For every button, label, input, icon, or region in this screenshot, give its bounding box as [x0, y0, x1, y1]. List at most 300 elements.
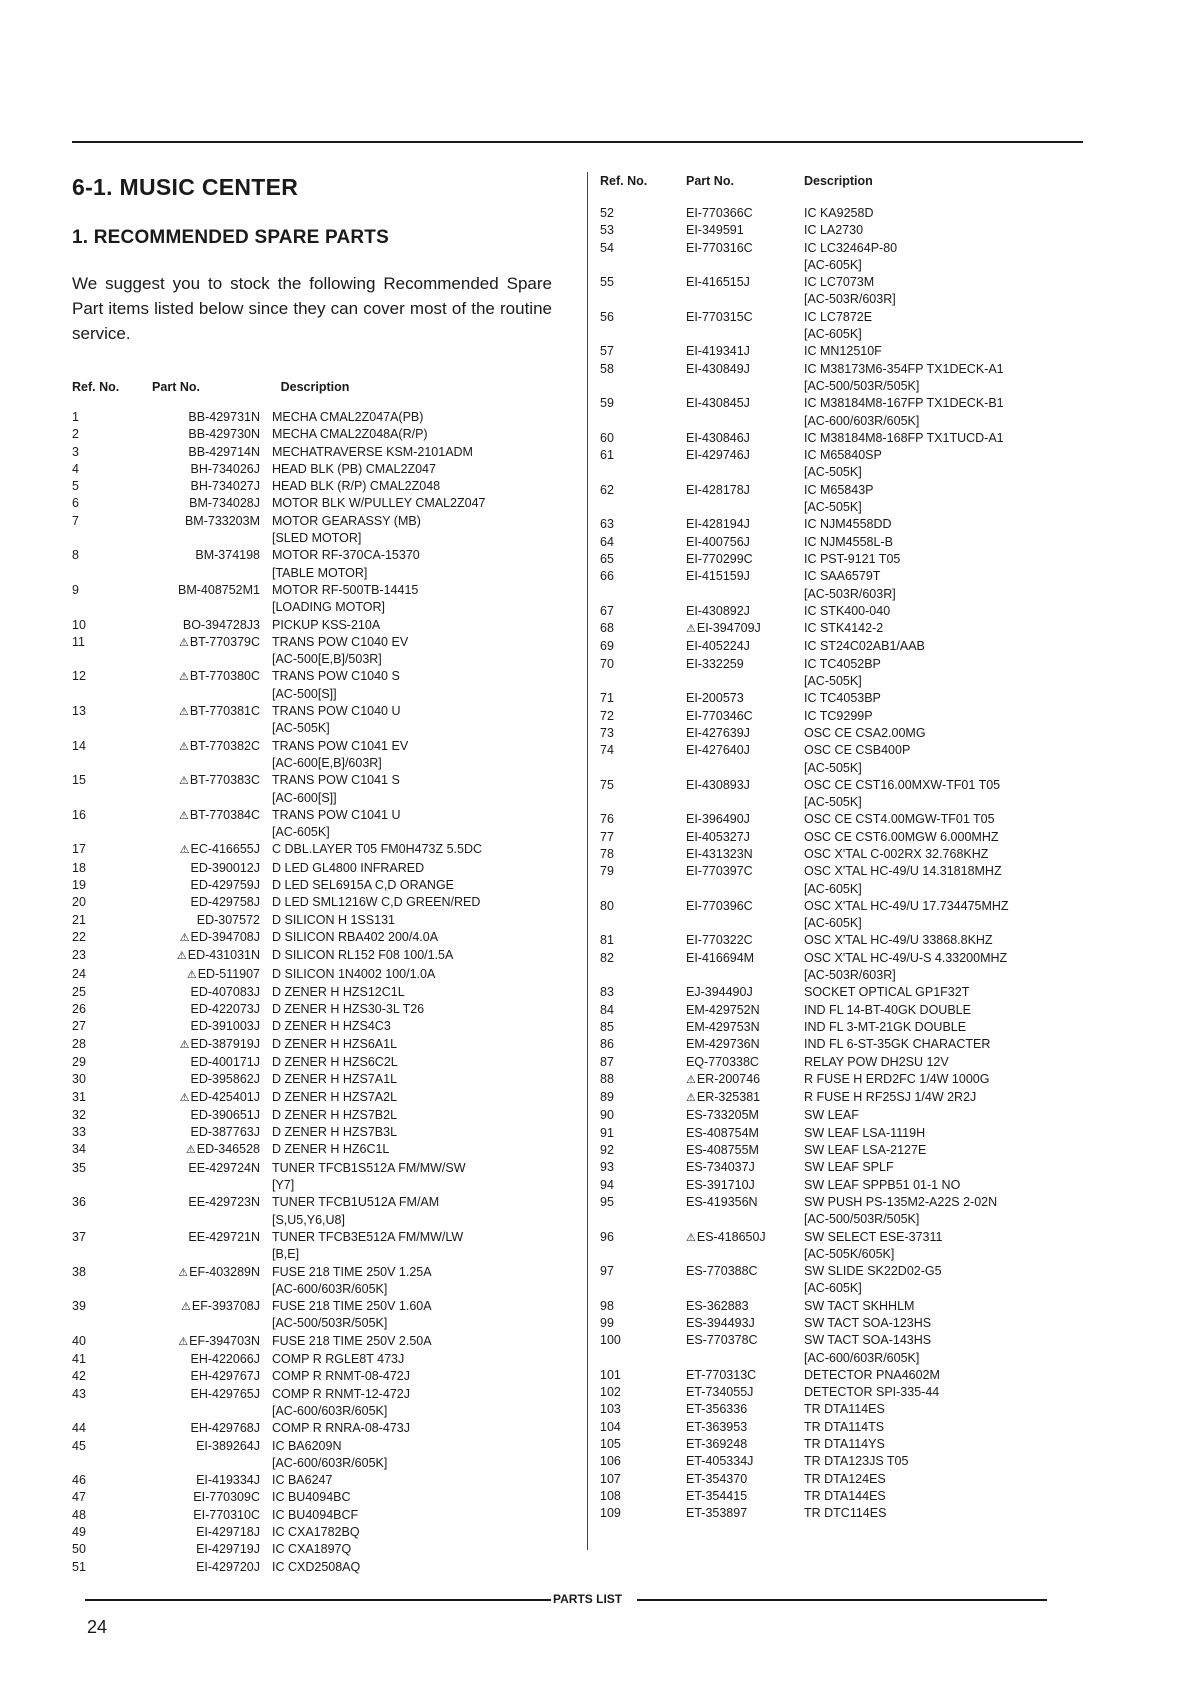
table-row [72, 1124, 572, 1141]
description: D LED GL4800 INFRARED [272, 860, 425, 875]
part-number-cell [140, 1333, 272, 1351]
top-rule [72, 141, 1083, 143]
table-row [600, 1453, 1080, 1470]
description-cell [804, 1019, 1074, 1036]
ref-number: 14 [72, 738, 86, 753]
description-cell [804, 1194, 1074, 1229]
description: OSC X'TAL HC-49/U 17.734475MHZ [804, 898, 1009, 913]
warning-triangle-icon: ⚠ [178, 671, 189, 684]
description-cell [804, 829, 1074, 846]
table-row [600, 361, 1080, 396]
description: IND FL 6-ST-35GK CHARACTER [804, 1037, 991, 1052]
description: DETECTOR PNA4602M [804, 1367, 940, 1382]
description: SW PUSH PS-135M2-A22S 2-02N [804, 1194, 998, 1209]
description-cell [272, 894, 572, 911]
description: IC STK400-040 [804, 603, 891, 618]
part-number: EI-770309C [193, 1490, 260, 1505]
part-number: BT-770384C [189, 807, 260, 822]
ref-number: 11 [72, 634, 85, 649]
description-note: [AC-505K] [272, 721, 330, 736]
ref-number: 16 [72, 807, 86, 822]
table-row [600, 690, 1080, 707]
part-number: ED-425401J [190, 1089, 260, 1104]
table-row [72, 1368, 572, 1385]
description-note: [AC-600/603R/605K] [804, 1350, 920, 1365]
table-row [600, 240, 1080, 275]
part-number-cell [140, 1524, 272, 1541]
part-number: ET-363953 [686, 1419, 748, 1434]
table-row [600, 1298, 1080, 1315]
part-number: ES-770388C [686, 1264, 758, 1279]
description: FUSE 218 TIME 250V 2.50A [272, 1333, 432, 1348]
warning-triangle-icon: ⚠ [179, 1091, 190, 1104]
description-cell [272, 1194, 572, 1229]
description-note: [AC-505K] [804, 465, 862, 480]
ref-number: 73 [600, 725, 614, 740]
part-number-cell [686, 863, 804, 898]
description: IC ST24C02AB1/AAB [804, 639, 925, 654]
table-row [600, 638, 1080, 655]
table-row [72, 478, 572, 495]
ref-number: 25 [72, 984, 86, 999]
part-number: EI-200573 [686, 691, 744, 706]
part-number-cell [140, 947, 272, 965]
description-cell [272, 984, 572, 1001]
table-row [72, 912, 572, 929]
table-row [600, 725, 1080, 742]
part-number-cell [140, 912, 272, 929]
part-number-cell [686, 1002, 804, 1019]
table-row [72, 894, 572, 911]
table-row [600, 1125, 1080, 1142]
part-number: BH-734026J [190, 461, 260, 476]
description: IC TC9299P [804, 708, 873, 723]
section-title: 6-1. MUSIC CENTER [72, 174, 299, 200]
warning-triangle-icon: ⚠ [686, 1231, 696, 1244]
ref-number: 50 [72, 1542, 86, 1557]
part-number-cell [140, 634, 272, 669]
description-note: [AC-600/603R/605K] [272, 1403, 388, 1418]
description-cell [804, 1471, 1074, 1488]
description-cell [272, 1160, 572, 1195]
description: D SILICON H 1SS131 [272, 912, 395, 927]
table-row [72, 1472, 572, 1489]
ref-number: 7 [72, 513, 79, 528]
part-number-cell [686, 1263, 804, 1298]
description-cell [804, 1436, 1074, 1453]
description: TRANS POW C1041 U [272, 807, 401, 822]
description-cell [804, 1054, 1074, 1071]
description-cell [272, 582, 572, 617]
ref-number: 42 [72, 1369, 86, 1384]
ref-number: 105 [600, 1437, 621, 1452]
description: IC CXA1782BQ [272, 1525, 360, 1539]
ref-number: 6 [72, 496, 79, 511]
part-number-cell [686, 568, 804, 603]
description: IC KA9258D [804, 206, 874, 220]
part-number-cell [686, 240, 804, 275]
table-row [600, 1019, 1080, 1036]
part-number: ED-387763J [190, 1125, 260, 1140]
description: MOTOR GEARASSY (MB) [272, 513, 421, 528]
description-cell [272, 929, 572, 947]
part-number: EI-400756J [686, 534, 750, 549]
part-number: ER-325381 [696, 1090, 761, 1105]
part-number-cell [686, 274, 804, 309]
ref-number: 41 [72, 1352, 86, 1367]
description-cell [804, 950, 1074, 985]
part-number-cell [686, 430, 804, 447]
table-row [600, 1332, 1080, 1367]
ref-number: 15 [72, 773, 86, 788]
description-cell [804, 1488, 1074, 1505]
description: MECHATRAVERSE KSM-2101ADM [272, 444, 473, 459]
part-number: ED-346528 [196, 1142, 260, 1157]
ref-number: 93 [600, 1160, 614, 1175]
description-cell [804, 343, 1074, 360]
description: D ZENER H HZS7A2L [272, 1089, 398, 1104]
table-row [600, 863, 1080, 898]
part-number: ET-356336 [686, 1402, 748, 1417]
table-row [600, 534, 1080, 551]
part-number-cell [686, 1298, 804, 1315]
part-number: EM-429753N [686, 1019, 760, 1034]
part-number-cell [686, 1019, 804, 1036]
description: D ZENER H HZS12C1L [272, 984, 405, 999]
description: SW TACT SOA-143HS [804, 1333, 932, 1348]
table-row [72, 703, 572, 738]
table-row [600, 1054, 1080, 1071]
description: D SILICON RL152 F08 100/1.5A [272, 948, 454, 963]
table-row [72, 426, 572, 443]
ref-number: 37 [72, 1229, 86, 1244]
part-number: ED-407083J [190, 984, 260, 999]
part-number-cell [686, 725, 804, 742]
description-cell [272, 444, 572, 461]
part-number-cell [140, 738, 272, 773]
description: IC LC7073M [804, 275, 875, 290]
part-number-cell [686, 950, 804, 985]
part-number: ES-391710J [686, 1177, 755, 1192]
part-number: ET-354415 [686, 1488, 748, 1503]
description-note: [LOADING MOTOR] [272, 600, 385, 615]
description-cell [272, 1018, 572, 1035]
part-number: EI-429718J [196, 1525, 260, 1539]
description-note: [AC-500[S]] [272, 686, 337, 701]
part-number: EM-429752N [686, 1002, 760, 1017]
description: TR DTA114YS [804, 1437, 885, 1452]
ref-number: 91 [600, 1125, 614, 1140]
description-note: [AC-605K] [804, 881, 862, 896]
description-cell [804, 1177, 1074, 1194]
description: C DBL.LAYER T05 FM0H473Z 5.5DC [272, 842, 483, 857]
description: OSC X'TAL HC-49/U 33868.8KHZ [804, 933, 993, 948]
table-row [600, 603, 1080, 620]
part-number-cell [140, 668, 272, 703]
part-number: EI-770322C [686, 933, 753, 948]
part-number: EI-430846J [686, 430, 750, 445]
description: SW TACT SOA-123HS [804, 1316, 932, 1330]
description-cell [804, 932, 1074, 949]
ref-number: 33 [72, 1125, 86, 1140]
table-row [72, 841, 572, 859]
table-row [72, 1089, 572, 1107]
description: IC BU4094BC [272, 1490, 351, 1505]
table-row [600, 274, 1080, 309]
table-row [600, 516, 1080, 533]
part-number-cell [140, 1386, 272, 1421]
ref-number: 3 [72, 444, 79, 459]
part-number-cell [140, 1507, 272, 1524]
part-number: EI-770316C [686, 240, 753, 255]
part-number: BT-770381C [189, 704, 260, 719]
description-cell [272, 1001, 572, 1018]
description-cell [804, 447, 1074, 482]
ref-number: 34 [72, 1142, 86, 1157]
table-row [72, 1194, 572, 1229]
part-number: EI-416694M [686, 950, 755, 965]
part-number-cell [140, 513, 272, 548]
part-number-cell [686, 1367, 804, 1384]
ref-number: 9 [72, 582, 79, 597]
table-row [600, 1367, 1080, 1384]
ref-number: 104 [600, 1419, 621, 1434]
part-number-cell [686, 516, 804, 533]
description-note: [S,U5,Y6,U8] [272, 1212, 345, 1227]
ref-number: 95 [600, 1194, 614, 1209]
table-row [72, 1107, 572, 1124]
part-number: ET-353897 [686, 1506, 748, 1521]
description: PICKUP KSS-210A [272, 617, 381, 632]
ref-number: 89 [600, 1090, 614, 1105]
description: IC STK4142-2 [804, 621, 884, 636]
ref-number: 4 [72, 461, 79, 476]
ref-number: 10 [72, 617, 86, 632]
header-part: Part No. [152, 380, 200, 394]
part-number: EC-416655J [190, 842, 260, 857]
part-number-cell [140, 1489, 272, 1506]
part-number: EI-405224J [686, 639, 750, 654]
description: D ZENER H HZS4C3 [272, 1019, 391, 1034]
description-note: [AC-600[E,B]/603R] [272, 755, 382, 770]
description: HEAD BLK (R/P) CMAL2Z048 [272, 479, 441, 494]
description: MECHA CMAL2Z047A(PB) [272, 410, 424, 424]
description-cell [804, 516, 1074, 533]
part-number-cell [686, 534, 804, 551]
part-number-cell [140, 495, 272, 512]
description: MECHA CMAL2Z048A(R/P) [272, 427, 428, 442]
ref-number: 81 [600, 933, 614, 948]
table-row [72, 582, 572, 617]
part-number: EI-770396C [686, 898, 753, 913]
part-number: BH-734027J [190, 479, 260, 494]
description-cell [804, 846, 1074, 863]
description-note: [TABLE MOTOR] [272, 565, 368, 580]
table-row [600, 1505, 1080, 1522]
ref-number: 55 [600, 275, 614, 290]
table-row [600, 1194, 1080, 1229]
page-number: 24 [87, 1617, 108, 1637]
part-number-cell [140, 894, 272, 911]
warning-triangle-icon: ⚠ [686, 1092, 696, 1105]
description: SW LEAF SPLF [804, 1160, 894, 1175]
ref-number: 44 [72, 1421, 86, 1436]
table-row [600, 1384, 1080, 1401]
description-cell [272, 1507, 572, 1524]
ref-number: 108 [600, 1488, 621, 1503]
description: OSC CE CST4.00MGW-TF01 T05 [804, 812, 995, 827]
part-number-cell [686, 742, 804, 777]
part-number-cell [140, 1054, 272, 1071]
part-number-cell [140, 461, 272, 478]
part-number: EH-429765J [190, 1386, 260, 1401]
part-number-cell [140, 1089, 272, 1107]
table-row [72, 1559, 572, 1576]
ref-number: 97 [600, 1264, 614, 1279]
description: OSC CE CST16.00MXW-TF01 T05 [804, 777, 1001, 792]
part-number-cell [140, 1368, 272, 1385]
warning-triangle-icon: ⚠ [186, 968, 197, 981]
description-cell [272, 1054, 572, 1071]
description-note: [AC-605K] [272, 825, 330, 840]
description-cell [272, 409, 572, 426]
part-number: BB-429714N [188, 444, 260, 459]
part-number-cell [686, 1125, 804, 1142]
part-number-cell [686, 1036, 804, 1053]
ref-number: 102 [600, 1385, 621, 1400]
part-number: EE-429724N [188, 1160, 260, 1175]
ref-number: 106 [600, 1454, 621, 1469]
warning-triangle-icon: ⚠ [178, 636, 189, 649]
description-cell [272, 1368, 572, 1385]
description: IC CXD2508AQ [272, 1559, 361, 1574]
header-ref: Ref. No. [600, 174, 648, 188]
table-row [72, 1264, 572, 1299]
part-number: ED-307572 [196, 912, 260, 927]
table-row [72, 1018, 572, 1035]
ref-number: 80 [600, 898, 614, 913]
description-note: [AC-605K] [804, 257, 862, 272]
description-cell [272, 668, 572, 703]
ref-number: 18 [72, 860, 86, 875]
table-row [72, 1438, 572, 1473]
description-cell [804, 708, 1074, 725]
subsection-title: 1. RECOMMENDED SPARE PARTS [72, 227, 389, 248]
part-number-cell [686, 846, 804, 863]
footer-label: PARTS LIST [553, 1592, 623, 1606]
part-number: EF-403289N [189, 1264, 260, 1279]
ref-number: 69 [600, 639, 614, 654]
ref-number: 13 [72, 704, 86, 719]
part-number: EH-422066J [190, 1352, 260, 1367]
ref-number: 85 [600, 1019, 614, 1034]
table-row [600, 1419, 1080, 1436]
table-row [72, 1541, 572, 1558]
part-number-cell [686, 1159, 804, 1176]
description-cell [804, 620, 1074, 638]
description-note: [AC-500/503R/505K] [804, 378, 920, 393]
ref-number: 47 [72, 1490, 86, 1505]
description: R FUSE H ERD2FC 1/4W 1000G [804, 1071, 990, 1086]
part-number-cell [686, 1177, 804, 1194]
part-number: ET-734055J [686, 1385, 754, 1400]
part-number: EF-393708J [191, 1299, 260, 1314]
part-number: EI-428194J [686, 517, 750, 532]
table-row [600, 205, 1080, 222]
table-row [600, 656, 1080, 691]
intro-paragraph: We suggest you to stock the following Recommended Spare Part items listed below since they can cover most of the routine service. [72, 274, 552, 343]
description: TR DTC114ES [804, 1506, 887, 1521]
description-cell [804, 1125, 1074, 1142]
table-row [72, 634, 572, 669]
description-cell [272, 1420, 572, 1437]
part-number-cell [686, 1071, 804, 1089]
part-number: EE-429723N [188, 1195, 260, 1210]
ref-number: 94 [600, 1177, 614, 1192]
ref-number: 61 [600, 448, 614, 463]
description: IC M38173M6-354FP TX1DECK-A1 [804, 361, 1004, 376]
part-number: ES-770378C [686, 1333, 758, 1348]
part-number-cell [686, 656, 804, 691]
part-number: EI-431323N [686, 846, 753, 861]
table-row [72, 877, 572, 894]
table-row [600, 1089, 1080, 1107]
part-number-cell [140, 1194, 272, 1229]
description-note: [SLED MOTOR] [272, 531, 362, 546]
ref-number: 19 [72, 878, 86, 893]
description: IC PST-9121 T05 [804, 551, 901, 566]
description-cell [804, 361, 1074, 396]
part-number-cell [686, 620, 804, 638]
ref-number: 17 [72, 842, 86, 857]
description: IC TC4052BP [804, 656, 881, 671]
ref-number: 77 [600, 829, 614, 844]
description: MOTOR BLK W/PULLEY CMAL2Z047 [272, 496, 486, 511]
ref-number: 12 [72, 669, 86, 684]
table-row [600, 811, 1080, 828]
footer-rule-right [637, 1599, 1047, 1601]
part-number-cell [140, 1472, 272, 1489]
description-note: [AC-600[S]] [272, 790, 337, 805]
ref-number: 54 [600, 240, 614, 255]
description: D ZENER H HZS30-3L T26 [272, 1002, 425, 1017]
part-number: BM-733203M [184, 513, 260, 528]
description-cell [272, 1141, 572, 1159]
part-number: EI-419334J [196, 1473, 260, 1488]
warning-triangle-icon: ⚠ [181, 1301, 191, 1314]
ref-number: 39 [72, 1299, 86, 1314]
part-number: ET-354370 [686, 1471, 748, 1486]
warning-triangle-icon: ⚠ [178, 740, 189, 753]
table-row [600, 1229, 1080, 1264]
table-row [72, 1351, 572, 1368]
description: TRANS POW C1040 U [272, 704, 401, 719]
part-number: EI-430845J [686, 396, 750, 411]
warning-triangle-icon: ⚠ [179, 844, 190, 857]
part-number: EI-389264J [196, 1438, 260, 1453]
table-row [72, 617, 572, 634]
table-row [600, 551, 1080, 568]
header-desc: Description [804, 174, 873, 188]
part-number: ED-394708J [190, 929, 260, 944]
left-parts-table [72, 409, 572, 1576]
description-cell [272, 1107, 572, 1124]
description-note: [Y7] [272, 1178, 295, 1193]
part-number: EI-429746J [686, 448, 750, 463]
description-note: [AC-503R/603R] [804, 292, 896, 307]
part-number-cell [140, 1036, 272, 1054]
ref-number: 35 [72, 1160, 86, 1175]
